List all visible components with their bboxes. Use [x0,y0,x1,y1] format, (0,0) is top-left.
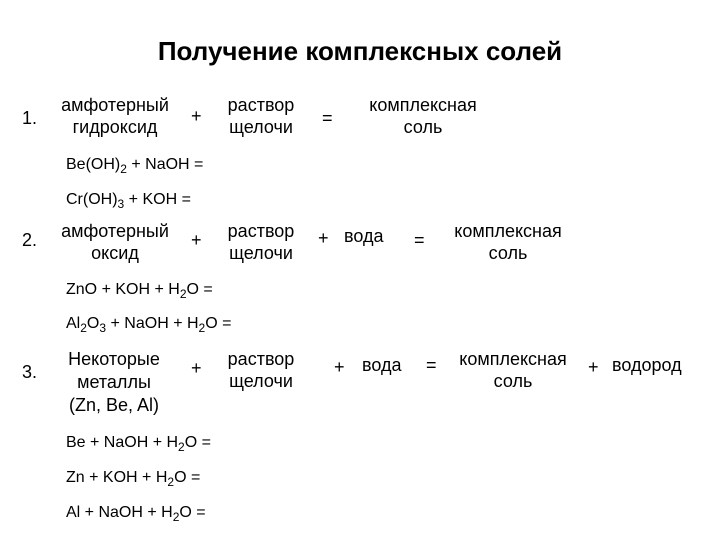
scheme-3-product-line-2: соль [493,371,533,391]
equation-al-naoh-h2o [66,504,206,522]
scheme-3-plus-1: + [191,358,202,378]
scheme-3-reactant-2-line-1: раствор [227,349,295,369]
scheme-3-equals: = [426,355,437,375]
scheme-3-plus-3: + [588,357,599,377]
eq-text: + NaOH = [126,156,204,173]
scheme-2-water: вода [344,226,384,246]
equation-zn-koh-h2o [66,469,200,487]
eq-text: O = [186,281,213,298]
scheme-2-equals: = [414,230,425,250]
scheme-2-product-line-1: комплексная [454,221,562,241]
scheme-2-plus-2: + [318,228,329,248]
eq-subscript: 2 [172,510,180,524]
scheme-3-reactant-1-line-2: металлы [77,372,151,392]
eq-text: O [86,315,100,332]
scheme-3-reactant-1-line-1: Некоторые [68,349,160,369]
eq-text: Be(OH) [66,156,121,173]
eq-text: O = [179,504,206,521]
equation-be-oh2-naoh [66,156,203,174]
scheme-2-reactant-2-line-1: раствор [227,221,295,241]
eq-text: Cr(OH) [66,191,118,208]
eq-text: + NaOH + H [106,315,199,332]
scheme-3-product-line-1: комплексная [459,349,567,369]
eq-text: ZnO + KOH + H [66,281,180,298]
scheme-3-water: вода [362,355,402,375]
page-title: Получение комплексных солей [157,36,563,66]
scheme-1-reactant-1-line-1: амфотерный [61,95,169,115]
scheme-2-plus-1: + [191,230,202,250]
scheme-2-reactant-1 [55,220,175,264]
eq-text: + KOH = [124,191,191,208]
eq-subscript: 3 [99,321,107,335]
equation-al2o3-naoh [66,315,231,333]
scheme-2-reactant-2-line-2: щелочи [229,243,293,263]
eq-subscript: 2 [120,162,127,176]
scheme-2-reactant-2 [220,220,302,264]
eq-text: Zn + KOH + H [66,469,168,486]
eq-text: O = [184,434,211,451]
eq-text: O = [174,469,201,486]
scheme-2-number: 2. [22,230,38,250]
equation-zno-koh [66,281,213,299]
eq-subscript: 2 [179,287,187,301]
scheme-2-reactant-1-line-2: оксид [91,243,139,263]
scheme-1-equals: = [322,108,333,128]
scheme-1-product [364,94,482,138]
scheme-3-reactant-2-line-2: щелочи [229,371,293,391]
eq-subscript: 3 [117,197,125,211]
scheme-1-plus: + [191,106,202,126]
scheme-3-hydrogen: водород [612,355,682,375]
scheme-2-reactant-1-line-1: амфотерный [61,221,169,241]
scheme-1-reactant-2-line-1: раствор [227,95,295,115]
scheme-3-plus-2: + [334,357,345,377]
scheme-1-reactant-1-line-2: гидроксид [72,117,158,137]
eq-text: O = [205,315,232,332]
eq-text: Al + NaOH + H [66,504,173,521]
scheme-2-product [445,220,571,264]
scheme-3-reactant-1 [55,348,173,417]
eq-subscript: 2 [167,475,175,489]
eq-subscript: 2 [198,321,206,335]
scheme-1-product-line-1: комплексная [369,95,477,115]
scheme-3-reactant-1-line-3: (Zn, Be, Al) [68,395,160,415]
eq-text: Al [66,315,81,332]
equation-cr-oh3-koh [66,191,191,209]
scheme-1-reactant-2 [220,94,302,138]
eq-subscript: 2 [80,321,87,335]
scheme-3-reactant-2 [220,348,302,392]
scheme-3-number: 3. [22,362,38,382]
scheme-2-product-line-2: соль [488,243,528,263]
scheme-1-reactant-1 [55,94,175,138]
scheme-3-product [450,348,576,392]
eq-subscript: 2 [178,440,185,454]
scheme-1-number: 1. [22,108,38,128]
scheme-1-reactant-2-line-2: щелочи [229,117,293,137]
scheme-1-product-line-2: соль [403,117,443,137]
eq-text: Be + NaOH + H [66,434,179,451]
equation-be-naoh-h2o [66,434,211,452]
